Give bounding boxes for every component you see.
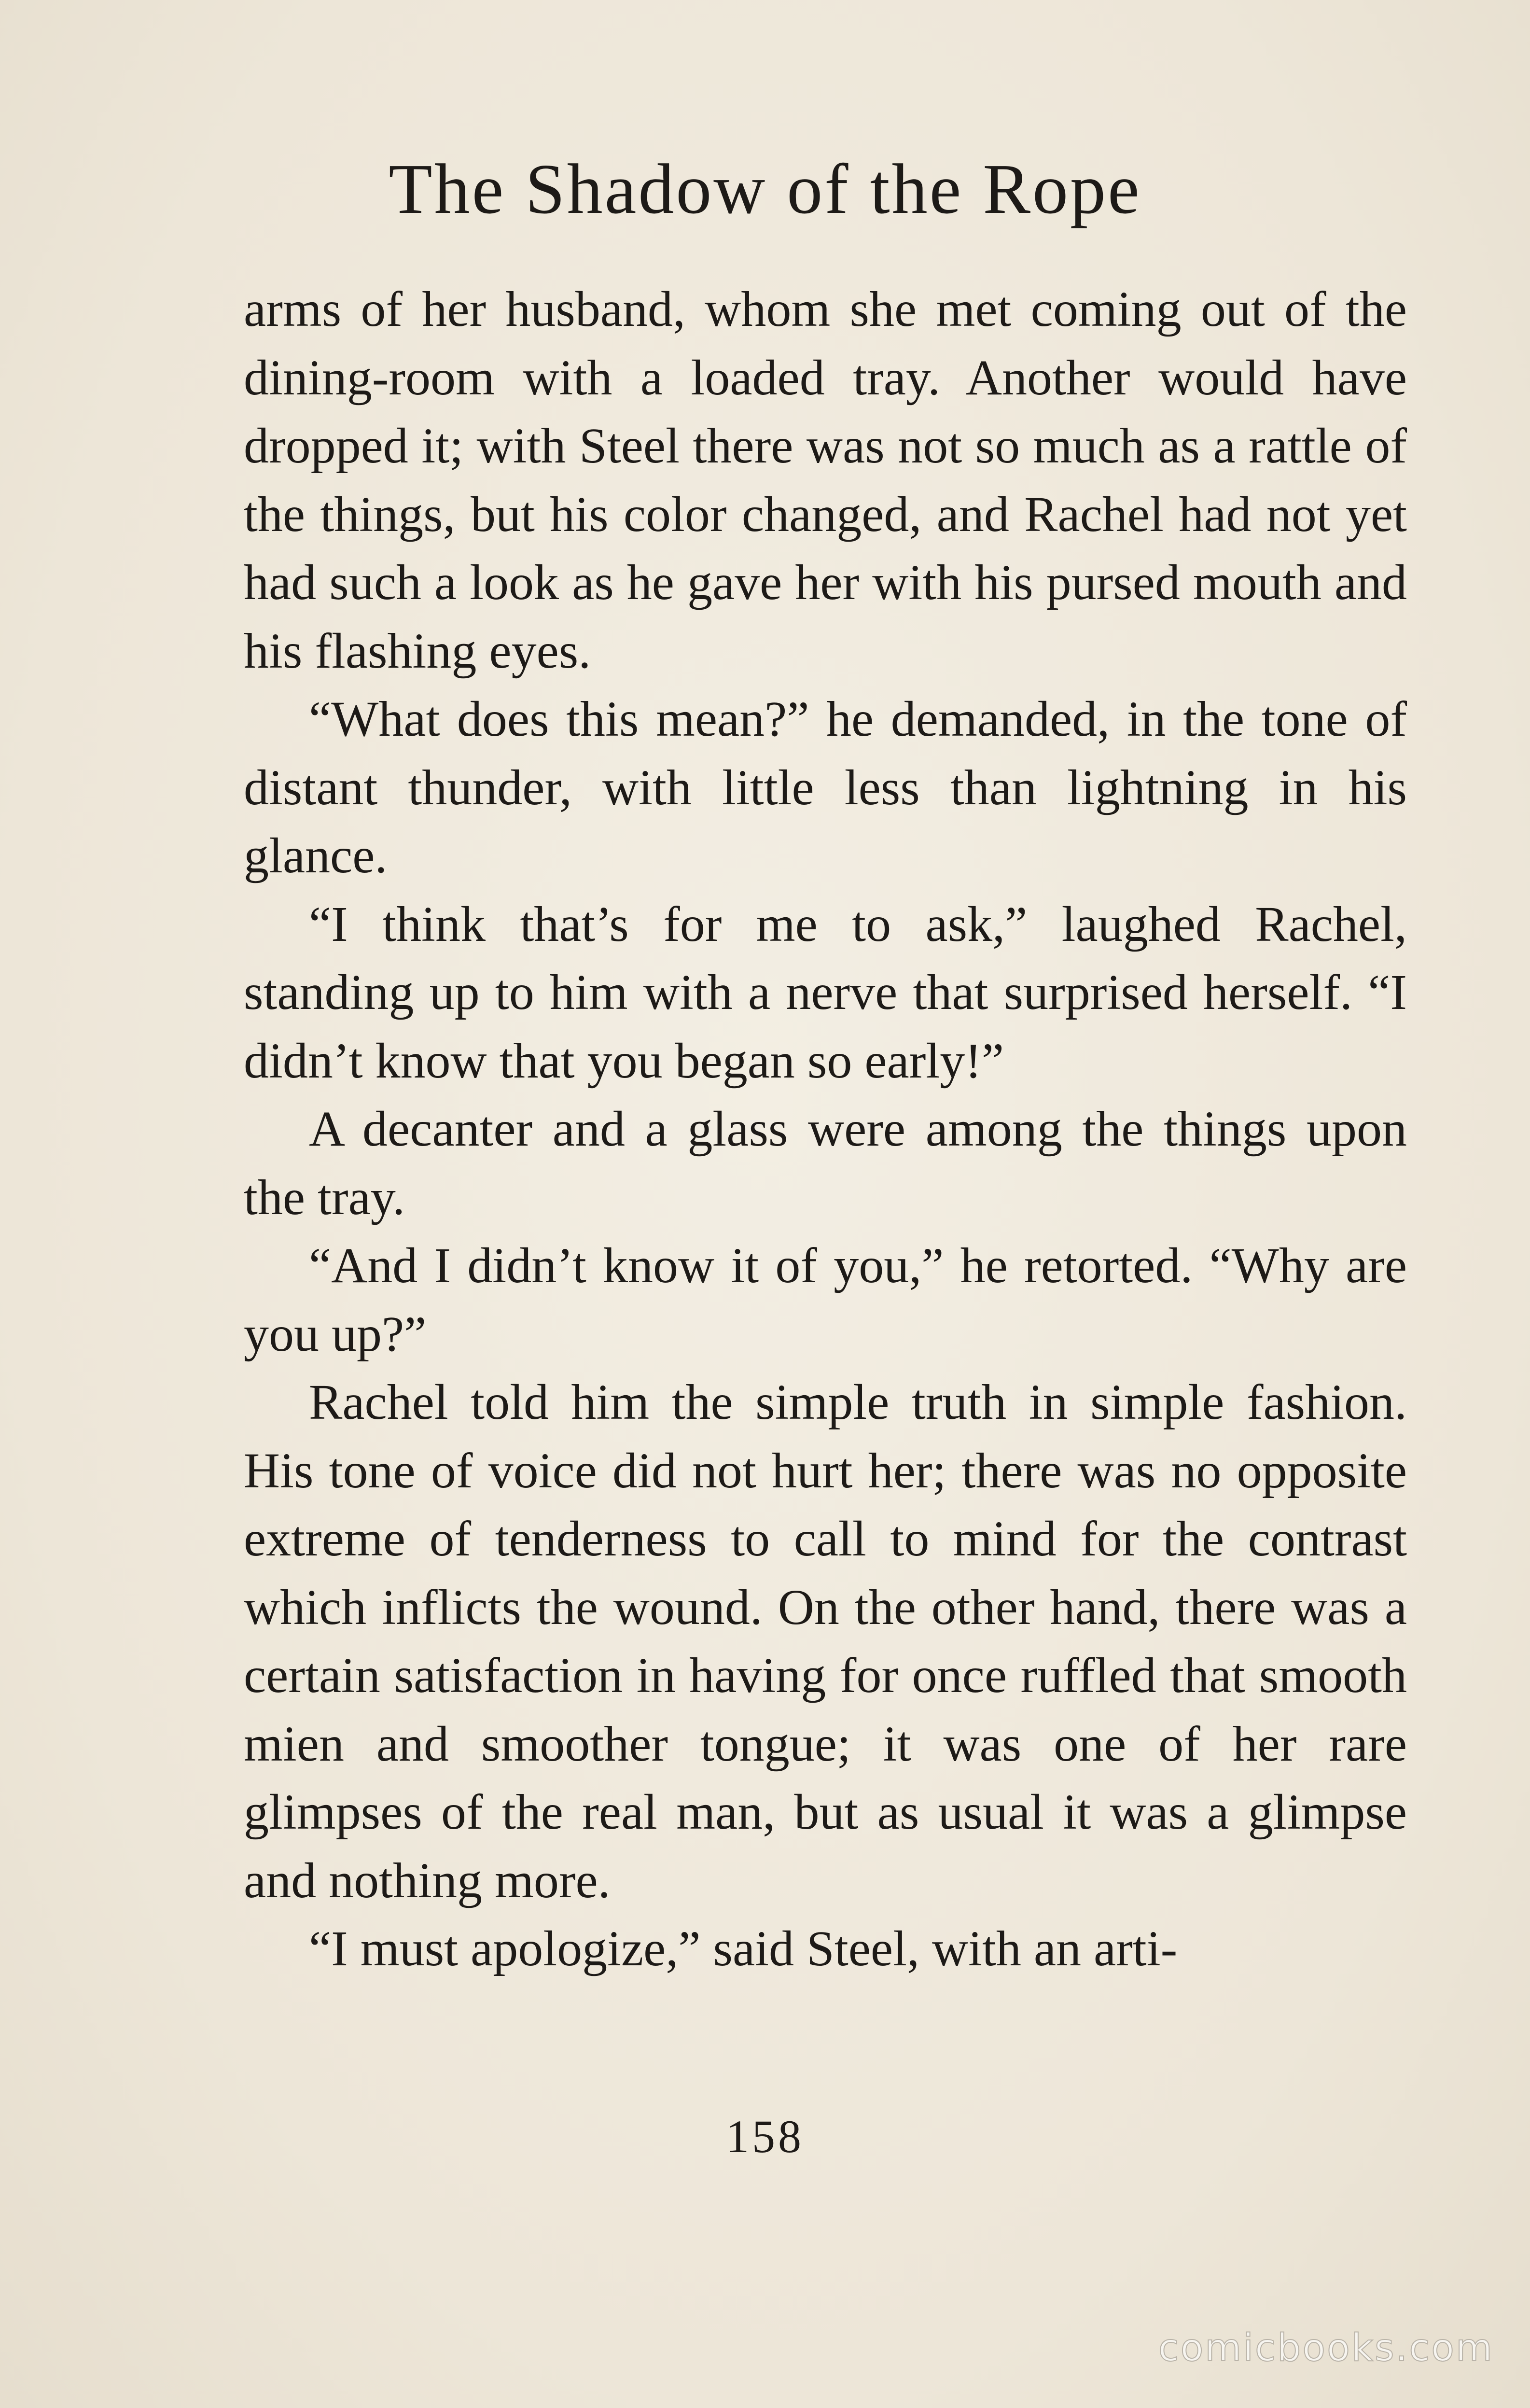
paragraph: arms of her husband, whom she met coming out of the dining-room with a loaded tray. Another would have dropped it; with Steel there was not so much as a rattle of the things, but his color changed, and Rachel had not yet had such a look as he gave her with his pursed mouth and his flashing eyes. [244,281,1407,679]
watermark: comicbooks.com [1158,2326,1494,2370]
paragraph: “What does this mean?” he demanded, in the tone of distant thunder, with little less than lightning in his glance. [244,691,1407,883]
paragraph: “I think that’s for me to ask,” laughed Rachel, standing up to him with a nerve that surprised herself. “I didn’t know that you began so early!” [244,896,1407,1089]
paragraph: A decanter and a glass were among the things upon the tray. [244,1101,1407,1225]
running-head: The Shadow of the Rope [389,150,1141,229]
paragraph: “And I didn’t know it of you,” he retorted. “Why are you up?” [244,1238,1407,1362]
body-text [244,275,1407,1983]
page-number: 158 [726,2111,804,2162]
paragraph: “I must apologize,” said Steel, with an arti- [309,1921,1178,1976]
paragraph: Rachel told him the simple truth in simple fashion. His tone of voice did not hurt her; there was no opposite extreme of tenderness to call to mind for the contrast which inflicts the wound. On the other hand, there was a certain satisfaction in having for once ruffled that smooth mien and smoother tongue; it was one of her rare glimpses of the real man, but as usual it was a glimpse and nothing more. [244,1374,1407,1908]
